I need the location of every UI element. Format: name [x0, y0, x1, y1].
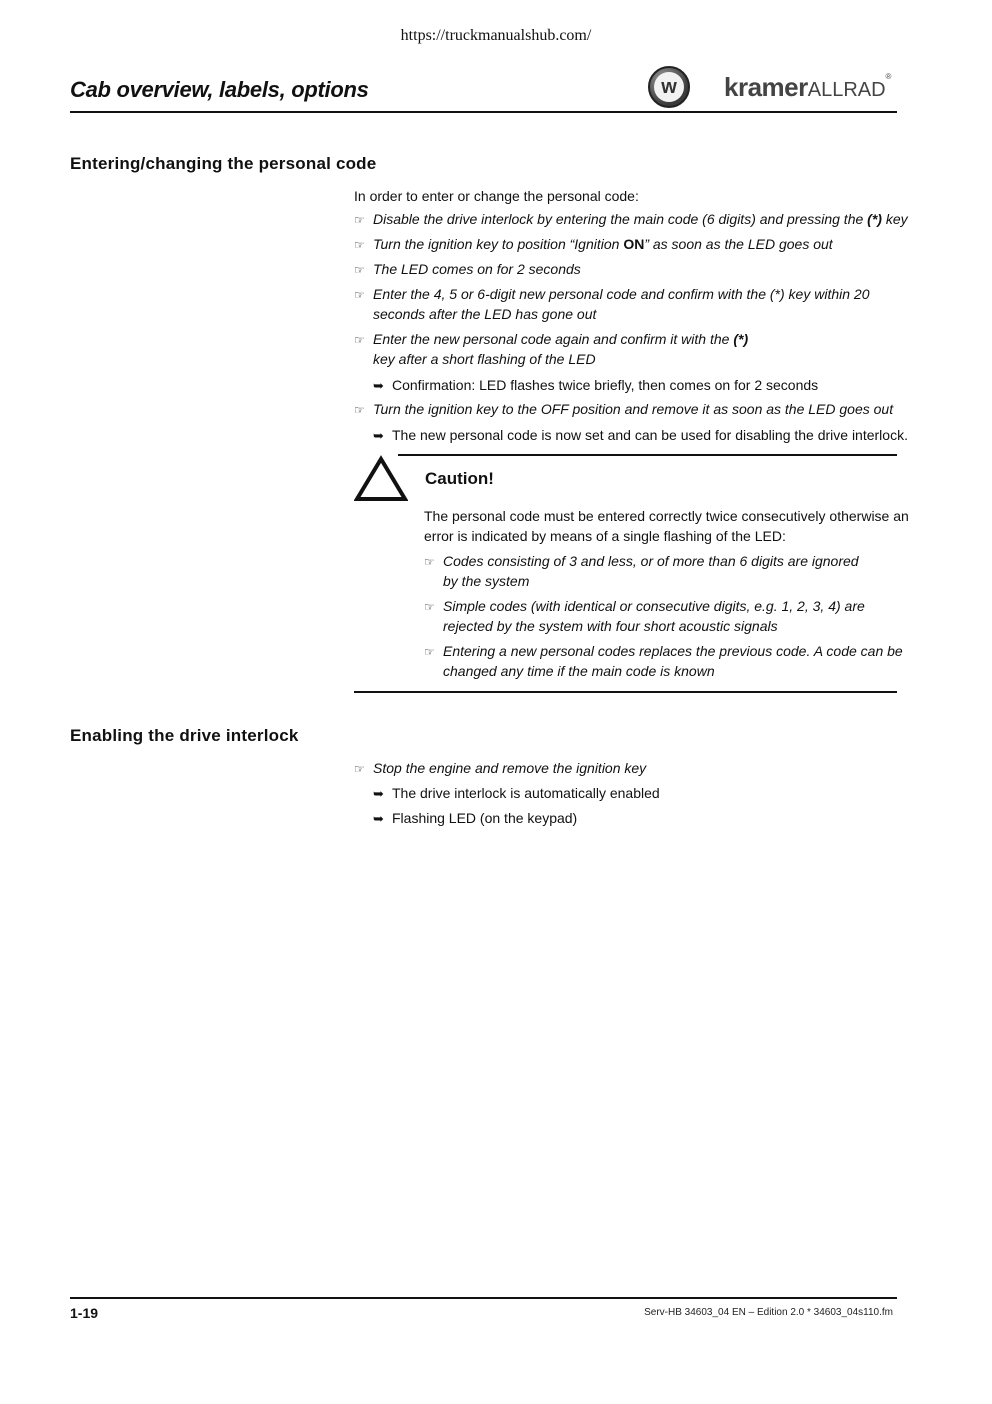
pointing-hand-icon: ☞ [424, 600, 435, 614]
brand-bold: kramer [724, 72, 808, 102]
step-ignition-on: ☞ Turn the ignition key to position “Ignition ON” as soon as the LED goes out [354, 234, 833, 255]
step-disable-interlock: ☞ Disable the drive interlock by entering the main code (6 digits) and pressing the (*) key [354, 209, 908, 230]
caution-bullet-replace: ☞ Entering a new personal codes replaces the previous code. A code can be [424, 641, 903, 662]
pointing-hand-icon: ☞ [354, 238, 365, 252]
chapter-title: Cab overview, labels, options [70, 77, 369, 102]
arrow-right-icon: ➥ [373, 786, 384, 801]
caution-bullet-simple: ☞ Simple codes (with identical or consecutive digits, e.g. 1, 2, 3, 4) are [424, 596, 865, 617]
arrow-right-icon: ➥ [373, 378, 384, 393]
arrow-right-icon: ➥ [373, 428, 384, 443]
result-code-set: ➥ The new personal code is now set and can be used for disabling the drive interlock. [373, 425, 908, 446]
result-confirmation: ➥ Confirmation: LED flashes twice briefly, then comes on for 2 seconds [373, 375, 818, 396]
caution-text: The personal code must be entered correctly twice consecutively otherwise an [424, 508, 909, 524]
page-number: 1-19 [70, 1305, 99, 1321]
step-reenter-code-cont: key after a short flashing of the LED [373, 351, 596, 367]
step-stop-engine: ☞ Stop the engine and remove the ignition key [354, 758, 646, 779]
pointing-hand-icon: ☞ [354, 263, 365, 277]
caution-text-cont: error is indicated by means of a single flashing of the LED: [424, 528, 786, 544]
result-flashing-led: ➥ Flashing LED (on the keypad) [373, 808, 577, 829]
logo-letter: w [654, 72, 684, 102]
pointing-hand-icon: ☞ [354, 333, 365, 347]
caution-top-rule [398, 454, 897, 456]
pointing-hand-icon: ☞ [354, 762, 365, 776]
caution-bullet-digits-cont: by the system [443, 573, 530, 589]
step-enter-new-code: ☞ Enter the 4, 5 or 6-digit new personal code and confirm with the (*) key within 20 [354, 284, 869, 305]
section-heading-personal-code: Entering/changing the personal code [70, 154, 377, 173]
step-led-on: ☞ The LED comes on for 2 seconds [354, 259, 581, 280]
warning-triangle-icon [354, 455, 408, 503]
pointing-hand-icon: ☞ [354, 288, 365, 302]
caution-bottom-rule [354, 691, 897, 693]
source-url[interactable]: https://truckmanualshub.com/ [400, 27, 592, 44]
pointing-hand-icon: ☞ [424, 555, 435, 569]
pointing-hand-icon: ☞ [424, 645, 435, 659]
step-enter-new-code-cont: seconds after the LED has gone out [373, 306, 597, 322]
step-reenter-code: ☞ Enter the new personal code again and confirm it with the (*) [354, 329, 748, 350]
brand-registered-mark: ® [885, 72, 891, 81]
document-reference: Serv-HB 34603_04 EN – Edition 2.0 * 34603_04s110.fm [644, 1307, 893, 1318]
kramer-logo-icon [648, 66, 690, 108]
arrow-right-icon: ➥ [373, 811, 384, 826]
caution-title: Caution! [425, 469, 494, 488]
caution-bullet-digits: ☞ Codes consisting of 3 and less, or of more than 6 digits are ignored [424, 551, 859, 572]
header-rule [70, 111, 897, 113]
footer-rule [70, 1297, 897, 1299]
caution-bullet-replace-cont: changed any time if the main code is known [443, 663, 715, 679]
step-ignition-off: ☞ Turn the ignition key to the OFF position and remove it as soon as the LED goes out [354, 399, 893, 420]
pointing-hand-icon: ☞ [354, 213, 365, 227]
result-interlock-enabled: ➥ The drive interlock is automatically enabled [373, 783, 660, 804]
intro-text: In order to enter or change the personal code: [354, 188, 639, 204]
pointing-hand-icon: ☞ [354, 403, 365, 417]
brand-wordmark [724, 72, 891, 103]
section-heading-enabling: Enabling the drive interlock [70, 726, 299, 745]
caution-bullet-simple-cont: rejected by the system with four short acoustic signals [443, 618, 778, 634]
brand-light: ALLRAD [807, 79, 886, 101]
